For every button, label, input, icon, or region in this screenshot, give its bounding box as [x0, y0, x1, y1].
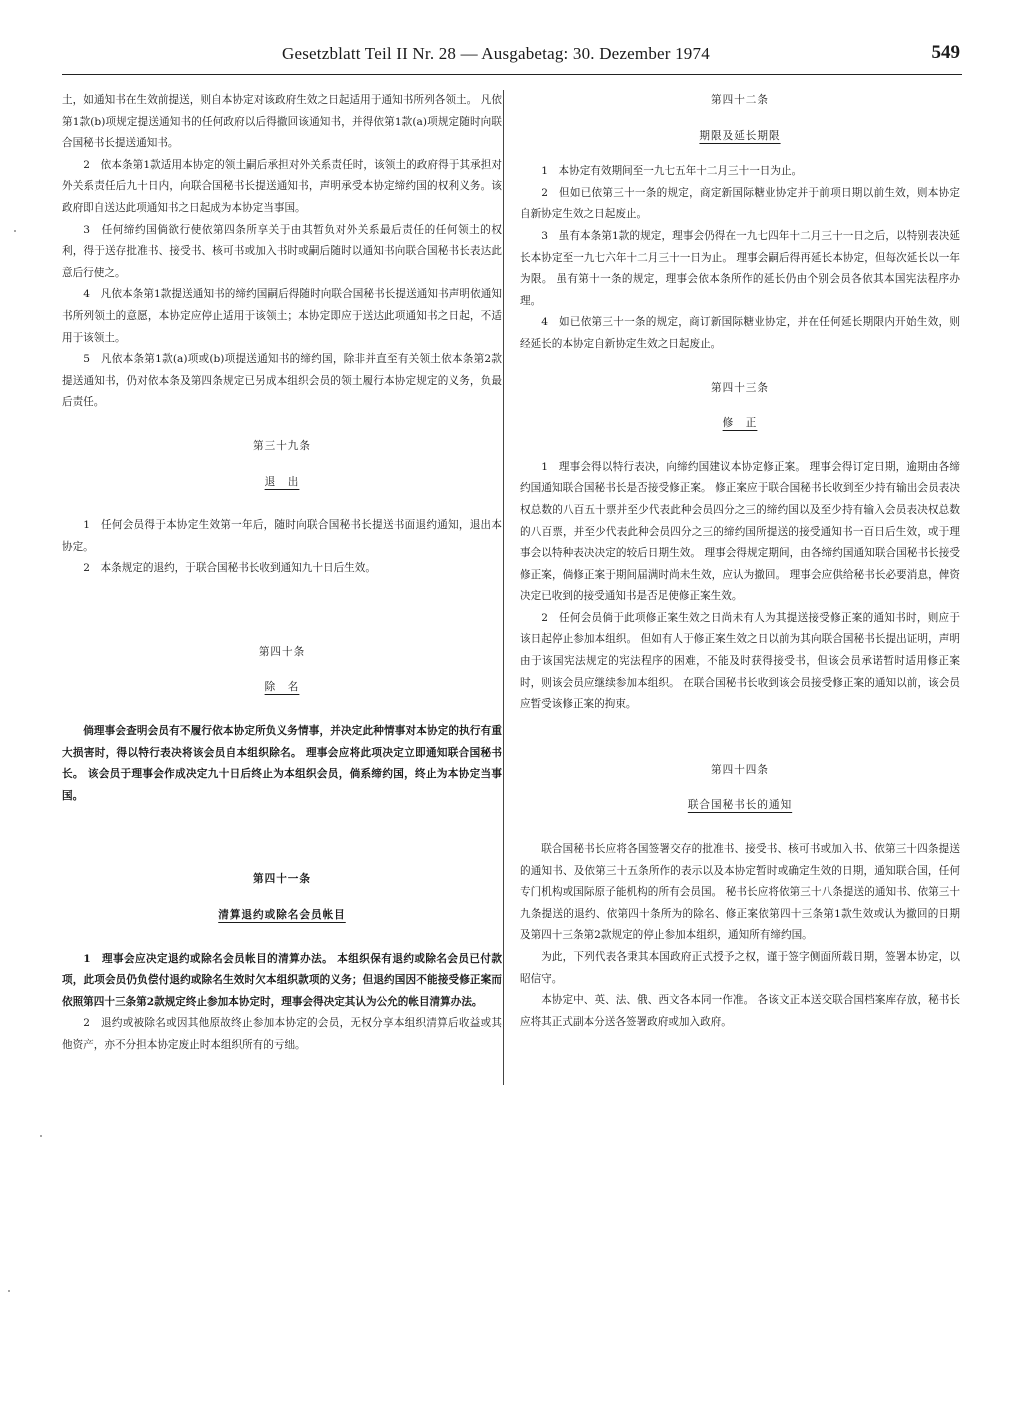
left-column — [62, 90, 502, 1057]
continued-paragraph: 土，如通知书在生效前提送，则自本协定对该政府生效之日起适用于通知书所列各领土。 凡依第1款(b)项规定提送通知书的任何政府以后得撤回该通知书，并得依第1款(a)项规定随时向联合国秘书长提送通知书。 — [62, 94, 502, 150]
article-39-paragraph-2: 2 本条规定的退约，于联合国秘书长收到通知九十日后生效。 — [83, 562, 376, 575]
article-42-paragraph-3: 3 虽有本条第1款的规定，理事会仍得在一九七四年十二月三十一日之后，以特别表决延长本协定至一九七六年十二月三十一日为止。 理事会嗣后得再延长本协定，但每次延长以一年为限。 虽有第十一条的规定，理事会依本条所作的延长仍由个别会员各依其本国宪法程序办理。 — [520, 229, 960, 307]
article-43-paragraph-2: 2 任何会员倘于此项修正案生效之日尚未有人为其提送接受修正案的通知书时，则应于该日起停止参加本组织。 但如有人于修正案生效之日以前为其向联合国秘书长提出证明，声明由于该国宪法规定的宪法程序的困难，不能及时获得接受书，但该会员承诺暂时适用修正案时，则该会员应继续参加本组织。 在联合国秘书长收到该会员接受修正案的通知以前，该会员应暂受该修正案的拘束。 — [520, 611, 960, 711]
scan-speck — [14, 230, 16, 232]
scan-speck — [40, 1135, 42, 1137]
article-39-paragraph-1: 1 任何会员得于本协定生效第一年后，随时向联合国秘书长提送书面退约通知，退出本协定。 — [62, 519, 502, 553]
article-42-title: 第四十二条 — [711, 94, 769, 106]
article-43-title: 第四十三条 — [711, 381, 769, 394]
article-42-heading: 期限及延长期限 — [699, 129, 781, 142]
article-41-heading: 清算退约或除名会员帐目 — [218, 909, 346, 922]
article-41-paragraph-2: 2 退约或被除名或因其他原故终止参加本协定的会员，无权分享本组织清算后收益或其他资产，亦不分担本协定废止时本组织所有的亏绌。 — [62, 1017, 502, 1051]
article-40-paragraph: 倘理事会查明会员有不履行依本协定所负义务情事，并决定此种情事对本协定的执行有重大损害时，得以特行表决将该会员自本组织除名。 理事会应将此项决定立即通知联合国秘书长。 该会员于理事会作成决定九十日后终止为本组织会员，倘系缔约国，终止为本协定当事国。 — [62, 725, 502, 802]
article-43-heading: 修 正 — [722, 417, 758, 430]
article-39-title: 第三十九条 — [253, 439, 311, 452]
scan-speck — [8, 1290, 10, 1292]
article-42-paragraph-2: 2 但如已依第三十一条的规定，商定新国际糖业协定并于前项日期以前生效，则本协定自新协定生效之日起废止。 — [520, 186, 960, 221]
page-header — [62, 38, 962, 75]
gazette-title: Gesetzblatt Teil II Nr. 28 — Ausgabetag: 30. Dezember 1974 — [282, 44, 710, 63]
article-40-heading: 除 名 — [264, 681, 300, 694]
paragraph-2: 2 依本条第1款适用本协定的领土嗣后承担对外关系责任时，该领土的政府得于其承担对外关系责任后九十日内，向联合国秘书长提送通知书，声明承受本协定缔约国的权利义务。该政府即自送达此项通知书之日起成为本协定当事国。 — [62, 158, 502, 214]
article-40-title: 第四十条 — [258, 645, 306, 658]
right-column — [520, 90, 960, 1033]
paragraph-3: 3 任何缔约国倘欲行使依第四条所享关于由其暂负对外关系最后责任的任何领土的权利，得于送存批准书、接受书、核可书或加入书时或嗣后随时以通知书向联合国秘书长表达此意后行使之。 — [62, 223, 502, 279]
article-41-paragraph-1: 1 理事会应决定退约或除名会员帐目的清算办法。 本组织保有退约或除名会员已付款项，此项会员仍负偿付退约或除名生效时欠本组织款项的义务；但退约国因不能接受修正案而依照第四十三条第2款规定终止参加本协定时，理事会得决定其认为公允的帐目清算办法。 — [62, 952, 502, 1008]
paragraph-4: 4 凡依本条第1款提送通知书的缔约国嗣后得随时向联合国秘书长提送通知书声明依通知书所列领土的意愿，本协定应停止适用于该领土；本协定即应于送达此项通知书之日起，不适用于该领土。 — [62, 288, 502, 344]
article-42-paragraph-4: 4 如已依第三十一条的规定，商订新国际糖业协定，并在任何延长期限内开始生效，则经延长的本协定自新协定生效之日起废止。 — [520, 316, 960, 350]
article-39-heading: 退 出 — [264, 475, 300, 488]
article-44-paragraph: 联合国秘书长应将各国签署交存的批准书、接受书、核可书或加入书、依第三十四条提送的通知书、及依第三十五条所作的表示以及本协定暂时或确定生效的日期，通知联合国，任何专门机构或国际原子能机构的所有会员国。 秘书长应将依第三十八条提送的通知书、依第三十九条提送的退约、依第四十条所为的除名、修正案依第四十三条第1款生效或认为撤回的日期及第四十三条第2款规定的停止参加本组织，通知所有缔约国。 — [520, 843, 960, 942]
closing-paragraph-1: 为此，下列代表各秉其本国政府正式授予之权，谨于签字侧面所载日期，签署本协定，以昭信守。 — [520, 951, 960, 985]
closing-paragraph-2: 本协定中、英、法、俄、西文各本同一作准。 各该文正本送交联合国档案库存放，秘书长应将其正式副本分送各签署政府或加入政府。 — [520, 994, 960, 1028]
column-divider — [503, 90, 504, 1085]
article-44-heading: 联合国秘书长的通知 — [687, 799, 793, 812]
article-43-paragraph-1: 1 理事会得以特行表决，向缔约国建议本协定修正案。 理事会得订定日期，逾期由各缔约国通知联合国秘书长是否接受修正案。 修正案应于联合国秘书长收到至少持有输出会员表决权总数的八百五十票并至少代表此种会员四分之三的缔约国以及至少持有输入会员表决权总数的八百票，并至少代表此种会员四分之三的缔约国所提送的接受通知书一百日后生效，或于理事会以特种表决决定的较后日期生效。 理事会得规定期间，由各缔约国通知联合国秘书长接受修正案，倘修正案于期间届满时尚未生效，应认为撤回。 理事会应供给秘书长必要消息，俾资决定已收到的接受通知书是否足使修正案生效。 — [520, 460, 960, 603]
page-number: 549 — [931, 42, 960, 63]
paragraph-5: 5 凡依本条第1款(a)项或(b)项提送通知书的缔约国，除非并直至有关领土依本条第2款提送通知书，仍对依本条及第四条规定已另成本组织会员的领土履行本协定规定的义务，负最后责任。 — [62, 353, 502, 409]
article-42-paragraph-1: 1 本协定有效期间至一九七五年十二月三十一日为止。 — [541, 165, 803, 178]
article-44-title: 第四十四条 — [711, 763, 769, 776]
article-41-title: 第四十一条 — [253, 873, 311, 886]
